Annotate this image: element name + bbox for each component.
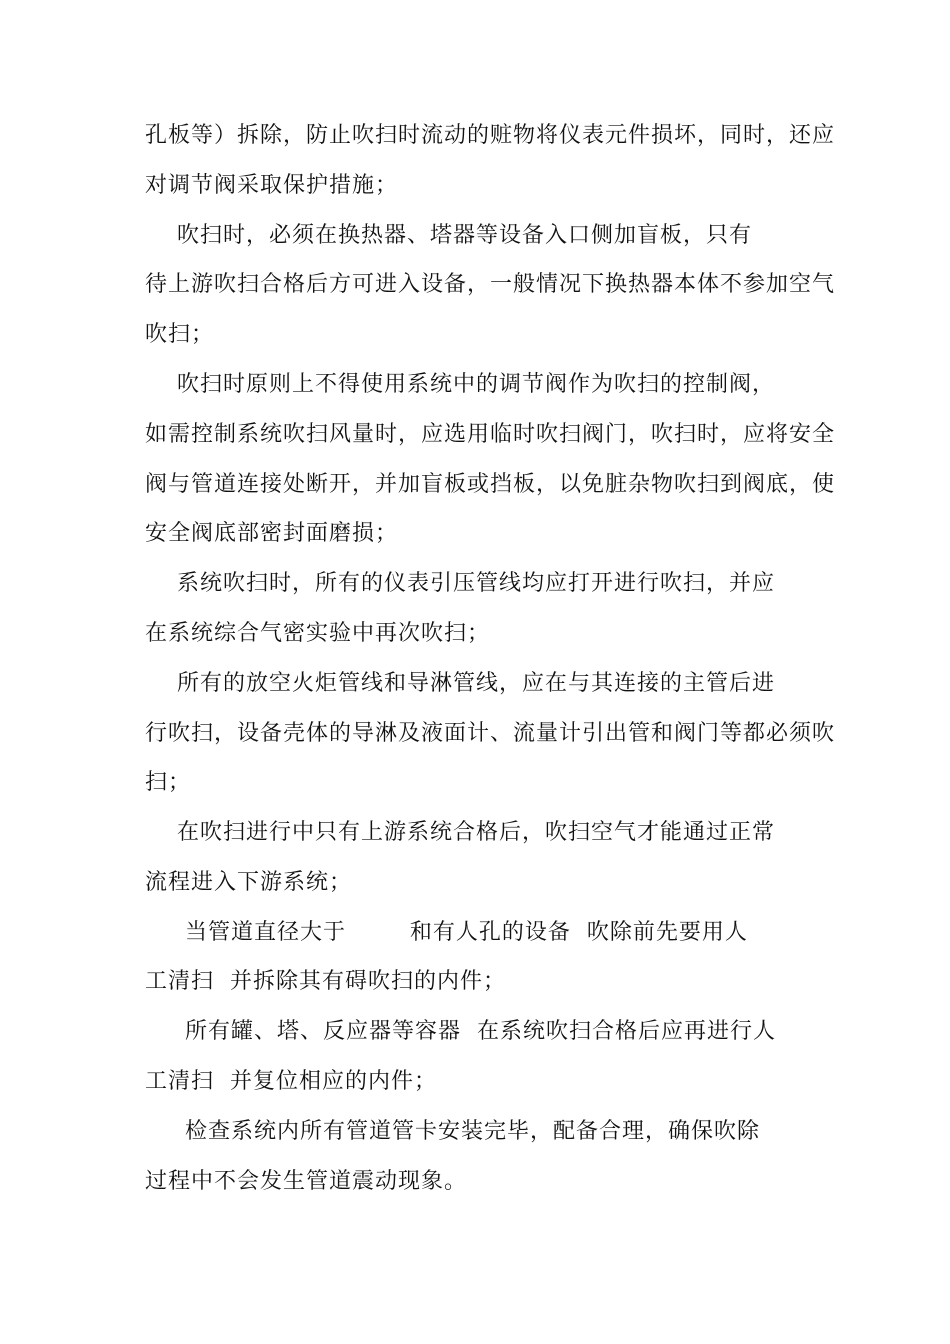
text-line: 行吹扫，设备壳体的导淋及液面计、流量计引出管和阀门等都必须吹 [145,721,836,746]
text-line: 吹扫； [145,322,215,347]
text-line: 检查系统内所有管道管卡安装完毕，配备合理，确保吹除 [145,1119,760,1144]
text-line: 待上游吹扫合格后方可进入设备，一般情况下换热器本体不参加空气 [145,272,836,297]
text-line: 系统吹扫时，所有的仪表引压管线均应打开进行吹扫，并应 [145,571,775,596]
text-line: 工清扫 并复位相应的内件； [145,1069,437,1094]
text-line: 阀与管道连接处断开，并加盲板或挡板，以免脏杂物吹扫到阀底，使 [145,472,836,497]
text-line: 过程中不会发生管道震动现象。 [145,1169,468,1194]
text-line: 流程进入下游系统； [145,870,353,895]
text-line: 吹扫时，必须在换热器、塔器等设备入口侧加盲板，只有 [145,223,752,248]
text-line: 在吹扫进行中只有上游系统合格后，吹扫空气才能通过正常 [145,820,775,845]
text-line: 工清扫 并拆除其有碍吹扫的内件； [145,969,506,994]
text-line: 扫； [145,770,192,795]
text-line: 孔板等）拆除，防止吹扫时流动的赃物将仪表元件损坏，同时，还应 [145,123,836,148]
text-line: 安全阀底部密封面磨损； [145,521,399,546]
text-line: 所有罐、塔、反应器等容器 在系统吹扫合格后应再进行人 [145,1019,776,1044]
text-line: 在系统综合气密实验中再次吹扫； [145,621,491,646]
text-line: 所有的放空火炬管线和导淋管线，应在与其连接的主管后进 [145,671,775,696]
text-line: 当管道直径大于 和有人孔的设备 吹除前先要用人 [145,920,748,945]
text-line: 对调节阀采取保护措施； [145,173,399,198]
text-line: 吹扫时原则上不得使用系统中的调节阀作为吹扫的控制阀， [145,372,775,397]
text-line: 如需控制系统吹扫风量时，应选用临时吹扫阀门，吹扫时，应将安全 [145,422,836,447]
